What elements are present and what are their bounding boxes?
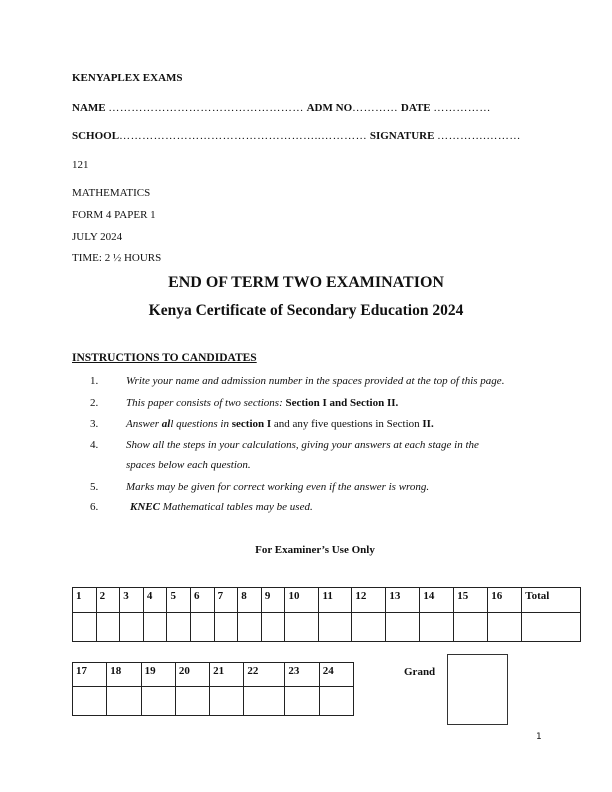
instruction-number: 5.	[90, 481, 99, 493]
question-number-cell: 17	[73, 663, 107, 687]
question-number-cell: 19	[141, 663, 175, 687]
instruction-text-bold: section I	[231, 418, 272, 430]
date-field[interactable]: ……………	[433, 102, 491, 114]
question-number-cell: 8	[238, 588, 262, 613]
instruction-text: Marks may be given for correct working even if the answer is wrong.	[126, 481, 430, 493]
score-cell[interactable]	[319, 687, 353, 716]
question-number-cell: 6	[191, 588, 215, 613]
form-paper: FORM 4 PAPER 1	[72, 209, 156, 221]
score-cell[interactable]	[454, 613, 488, 642]
score-cell[interactable]	[285, 687, 319, 716]
score-cell[interactable]	[214, 613, 238, 642]
adm-label: ADM NO	[306, 102, 353, 114]
score-cell[interactable]	[191, 613, 215, 642]
instruction-item	[90, 439, 570, 479]
question-number-cell: 2	[96, 588, 120, 613]
question-number-cell: 7	[214, 588, 238, 613]
instruction-text-part: Answer	[126, 418, 162, 430]
score-cell[interactable]	[488, 613, 522, 642]
instruction-text-part: and any five questions in Section	[271, 418, 423, 430]
instruction-item	[90, 481, 570, 501]
question-number-cell: 18	[107, 663, 141, 687]
score-cell[interactable]	[96, 613, 120, 642]
exam-date: JULY 2024	[72, 231, 123, 243]
adm-field[interactable]: …………	[352, 102, 399, 114]
marks-table-2	[72, 662, 354, 716]
score-cell[interactable]	[319, 613, 352, 642]
marks-header-row	[73, 663, 354, 687]
score-cell[interactable]	[238, 613, 262, 642]
paper-code: 121	[72, 159, 89, 171]
score-cell[interactable]	[210, 687, 244, 716]
page-number: 1	[536, 732, 542, 742]
instruction-text-bold: II.	[422, 418, 434, 430]
name-label: NAME	[72, 102, 106, 114]
question-number-cell: 15	[454, 588, 488, 613]
score-cell[interactable]	[73, 687, 107, 716]
question-number-cell: 20	[175, 663, 209, 687]
instruction-text-bold: al	[161, 418, 171, 430]
marks-header-row	[73, 588, 581, 613]
marks-score-row	[73, 613, 581, 642]
marks-table-1	[72, 587, 581, 642]
score-cell[interactable]	[175, 687, 209, 716]
instruction-text: Write your name and admission number in the spaces provided at the top of this page.	[126, 375, 505, 387]
question-number-cell: 23	[285, 663, 319, 687]
score-cell[interactable]	[285, 613, 319, 642]
instruction-item	[90, 375, 570, 395]
exam-subtitle: Kenya Certificate of Secondary Education 2024	[148, 302, 464, 319]
question-number-cell: 16	[488, 588, 522, 613]
name-line	[72, 102, 491, 114]
score-cell[interactable]	[167, 613, 191, 642]
score-cell[interactable]	[143, 613, 167, 642]
score-cell[interactable]	[261, 613, 285, 642]
total-score-cell[interactable]	[522, 613, 581, 642]
school-label: SCHOOL	[72, 130, 120, 142]
instruction-text-cont: spaces below each question.	[126, 459, 251, 471]
question-number-cell: 12	[352, 588, 386, 613]
score-cell[interactable]	[420, 613, 454, 642]
question-number-cell: 4	[143, 588, 167, 613]
instruction-text	[130, 501, 313, 513]
date-label: DATE	[400, 102, 431, 114]
question-number-cell: 5	[167, 588, 191, 613]
instruction-text-part: l questions in	[170, 418, 232, 430]
instruction-number: 4.	[90, 439, 99, 451]
instruction-number: 3.	[90, 418, 99, 430]
score-cell[interactable]	[244, 687, 285, 716]
score-cell[interactable]	[141, 687, 175, 716]
school-line	[72, 130, 521, 142]
instruction-text: Show all the steps in your calculations, giving your answers at each stage in the	[126, 439, 479, 451]
instruction-text	[126, 397, 398, 409]
question-number-cell: 24	[319, 663, 353, 687]
question-number-cell: 22	[244, 663, 285, 687]
score-cell[interactable]	[120, 613, 144, 642]
school-field[interactable]: ……………………………………………..…………	[119, 130, 368, 142]
grand-total-box[interactable]	[447, 654, 508, 725]
instructions-heading: INSTRUCTIONS TO CANDIDATES	[72, 352, 257, 364]
score-cell[interactable]	[107, 687, 141, 716]
grand-label: Grand	[404, 666, 436, 678]
instruction-text-bold: Section I and Section II.	[285, 397, 399, 409]
instruction-number: 1.	[90, 375, 99, 387]
instruction-text	[126, 418, 434, 430]
exam-title: END OF TERM TWO EXAMINATION	[168, 274, 444, 291]
question-number-cell: 9	[261, 588, 285, 613]
score-cell[interactable]	[73, 613, 97, 642]
instruction-text-part: This paper consists of two sections:	[126, 397, 286, 409]
subject: MATHEMATICS	[72, 187, 151, 199]
total-header-cell: Total	[522, 588, 581, 613]
org-name: KENYAPLEX EXAMS	[72, 72, 183, 84]
question-number-cell: 21	[210, 663, 244, 687]
name-field[interactable]: ……………………………………………	[108, 102, 304, 114]
question-number-cell: 14	[420, 588, 454, 613]
instruction-number: 2.	[90, 397, 99, 409]
examiner-heading: For Examiner’s Use Only	[255, 544, 375, 556]
score-cell[interactable]	[386, 613, 420, 642]
signature-label: SIGNATURE	[369, 130, 435, 142]
score-cell[interactable]	[352, 613, 386, 642]
question-number-cell: 3	[120, 588, 144, 613]
instruction-item	[90, 501, 570, 521]
question-number-cell: 13	[386, 588, 420, 613]
instruction-text-bold: KNEC	[130, 501, 160, 513]
signature-field[interactable]: ………….………	[437, 130, 521, 142]
marks-score-row	[73, 687, 354, 716]
instruction-text-part: Mathematical tables may be used.	[159, 501, 313, 513]
question-number-cell: 11	[319, 588, 352, 613]
question-number-cell: 10	[285, 588, 319, 613]
exam-time: TIME: 2 ½ HOURS	[72, 252, 162, 264]
instruction-item	[90, 418, 570, 438]
instruction-number: 6.	[90, 501, 99, 513]
question-number-cell: 1	[73, 588, 97, 613]
instruction-item	[90, 397, 570, 417]
